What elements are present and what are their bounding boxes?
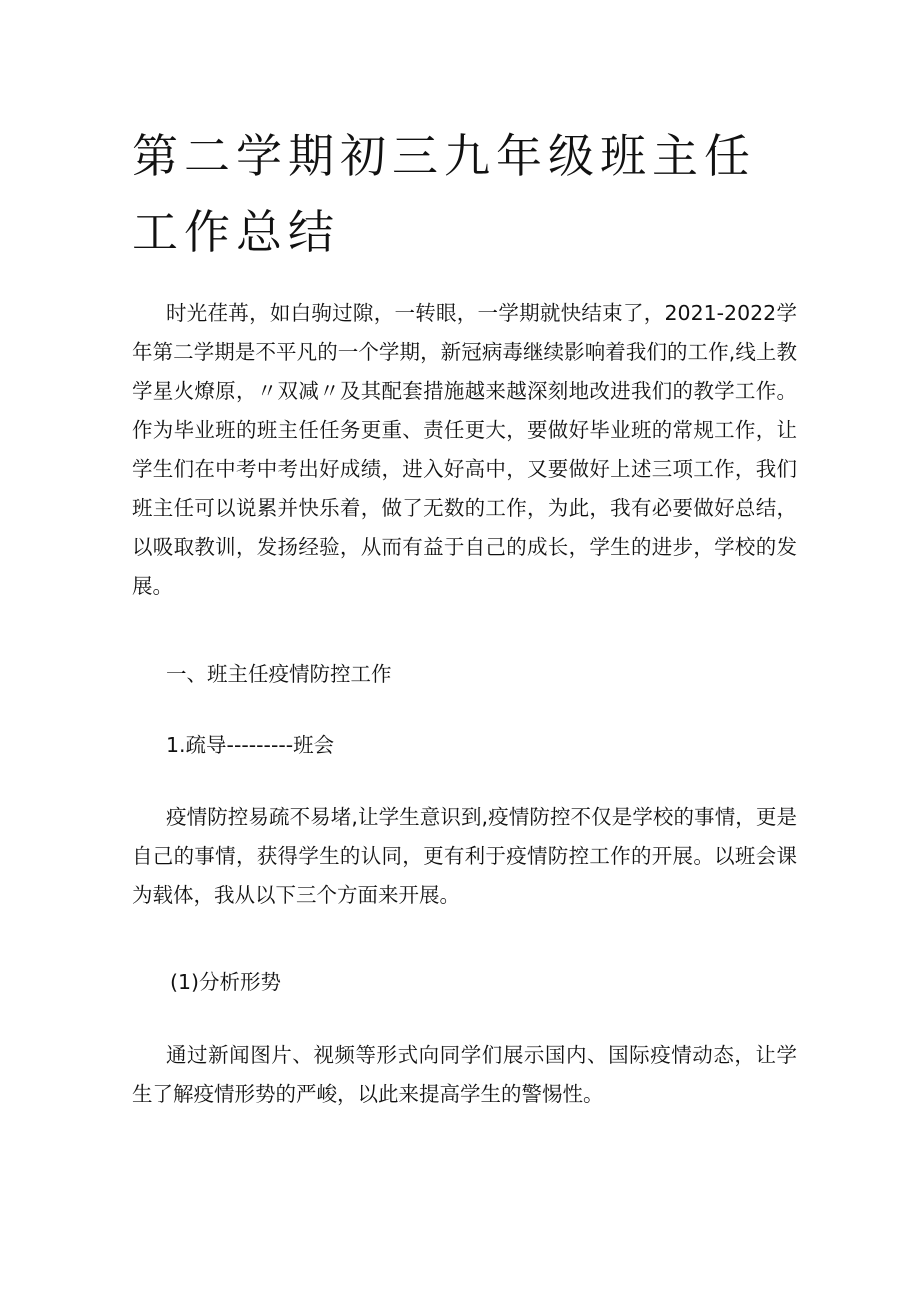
section-heading-epidemic-work: 一、班主任疫情防控工作 <box>166 662 392 686</box>
guidance-paragraph: 疫情防控易疏不易堵,让学生意识到,疫情防控不仅是学校的事情，更是自己的事情，获得学生的认同，更有利于疫情防控工作的开展。以班会课为载体，我从以下三个方面来开展。 <box>132 805 797 907</box>
subsection-heading-analysis: (1)分析形势 <box>170 970 282 994</box>
subsection-heading-guidance: 1.疏导---------班会 <box>166 733 335 757</box>
intro-paragraph: 时光荏苒，如白驹过隙，一转眼，一学期就快结束了，2021-2022学年第二学期是不平凡的一个学期，新冠病毒继续影响着我们的工作,线上教学星火燎原，〃双减〃及其配套措施越来越深刻地改进我们的教学工作。作为毕业班的班主任任务更重、责任更大，要做好毕业班的常规工作，让学生们在中考中考出好成绩，进入好高中，又要做好上述三项工作，我们班主任可以说累并快乐着，做了无数的工作，为此，我有必要做好总结，以吸取教训，发扬经验，从而有益于自己的成长，学生的进步，学校的发展。 <box>132 301 797 598</box>
analysis-paragraph: 通过新闻图片、视频等形式向同学们展示国内、国际疫情动态，让学生了解疫情形势的严峻，以此来提高学生的警惕性。 <box>132 1043 797 1106</box>
document-title: 第二学期初三九年级班主任工作总结 <box>132 129 756 259</box>
